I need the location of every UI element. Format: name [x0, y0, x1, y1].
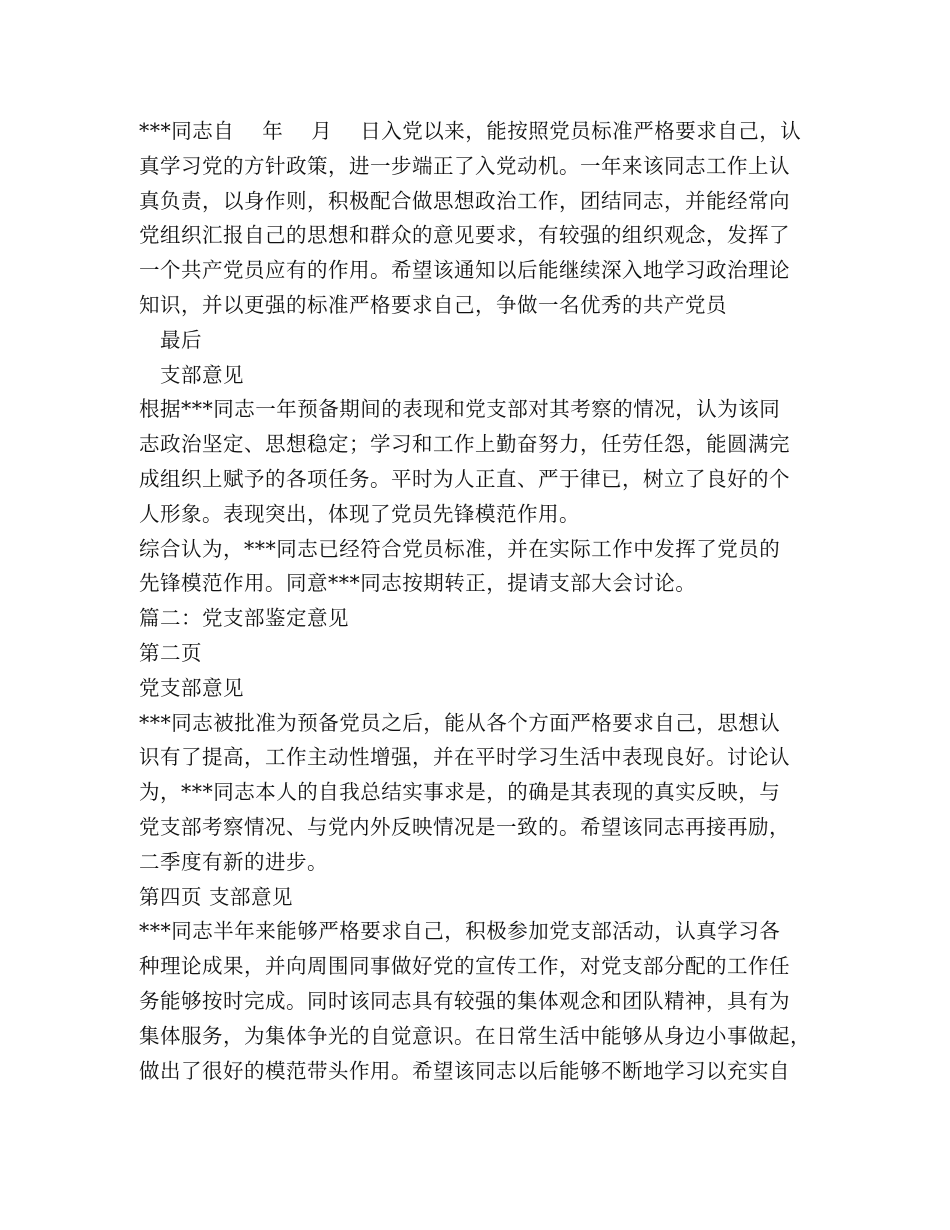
section-heading: 党支部意见 — [139, 675, 244, 700]
section-heading: 支部意见 — [139, 362, 244, 387]
text-line: 最后 — [139, 327, 202, 352]
text-line: 综合认为，***同志已经符合党员标准，并在实际工作中发挥了党员的 — [139, 536, 781, 561]
text-line: 务能够按时完成。同时该同志具有较强的集体观念和团队精神，具有为 — [139, 988, 790, 1013]
text-line: 识有了提高，工作主动性增强，并在平时学习生活中表现良好。讨论认 — [139, 745, 790, 770]
text-line: 真学习党的方针政策，进一步端正了入党动机。一年来该同志工作上认 — [139, 153, 790, 178]
document-body — [139, 114, 829, 1088]
text-line: 种理论成果，并向周围同事做好党的宣传工作，对党支部分配的工作任 — [139, 954, 790, 979]
text-line: 一个共产党员应有的作用。希望该通知以后能继续深入地学习政治理论 — [139, 258, 790, 283]
text-line: 人形象。表现突出，体现了党员先锋模范作用。 — [139, 501, 580, 526]
text-line: 知识，并以更强的标准严格要求自己，争做一名优秀的共产党员 — [139, 292, 727, 317]
text-line: 二季度有新的进步。 — [139, 849, 328, 874]
text-line: 集体服务，为集体争光的自觉意识。在日常生活中能够从身边小事做起， — [139, 1023, 811, 1048]
text-line: 党组织汇报自己的思想和群众的意见要求，有较强的组织观念，发挥了 — [139, 223, 790, 248]
text-line: 做出了很好的模范带头作用。希望该同志以后能够不断地学习以充实自 — [139, 1058, 790, 1083]
text-line: 先锋模范作用。同意***同志按期转正，提请支部大会讨论。 — [139, 571, 697, 596]
text-line: 成组织上赋予的各项任务。平时为人正直、严于律已，树立了良好的个 — [139, 466, 790, 491]
text-line: 为，***同志本人的自我总结实事求是，的确是其表现的真实反映，与 — [139, 780, 781, 805]
text-line: 党支部考察情况、与党内外反映情况是一致的。希望该同志再接再励， — [139, 814, 790, 839]
section-heading: 第四页 支部意见 — [139, 884, 294, 909]
page-label: 第二页 — [139, 640, 202, 665]
text-line: 真负责，以身作则，积极配合做思想政治工作，团结同志，并能经常向 — [139, 188, 790, 213]
text-line: 志政治坚定、思想稳定；学习和工作上勤奋努力，任劳任怨，能圆满完 — [139, 432, 790, 457]
section-heading: 篇二：党支部鉴定意见 — [139, 606, 349, 631]
text-line: ***同志半年来能够严格要求自己，积极参加党支部活动，认真学习各 — [139, 919, 781, 944]
text-line: ***同志自 年 月 日入党以来，能按照党员标准严格要求自己，认 — [139, 119, 802, 143]
text-line: 根据***同志一年预备期间的表现和党支部对其考察的情况，认为该同 — [139, 397, 781, 422]
text-line: ***同志被批准为预备党员之后，能从各个方面严格要求自己，思想认 — [139, 710, 781, 735]
